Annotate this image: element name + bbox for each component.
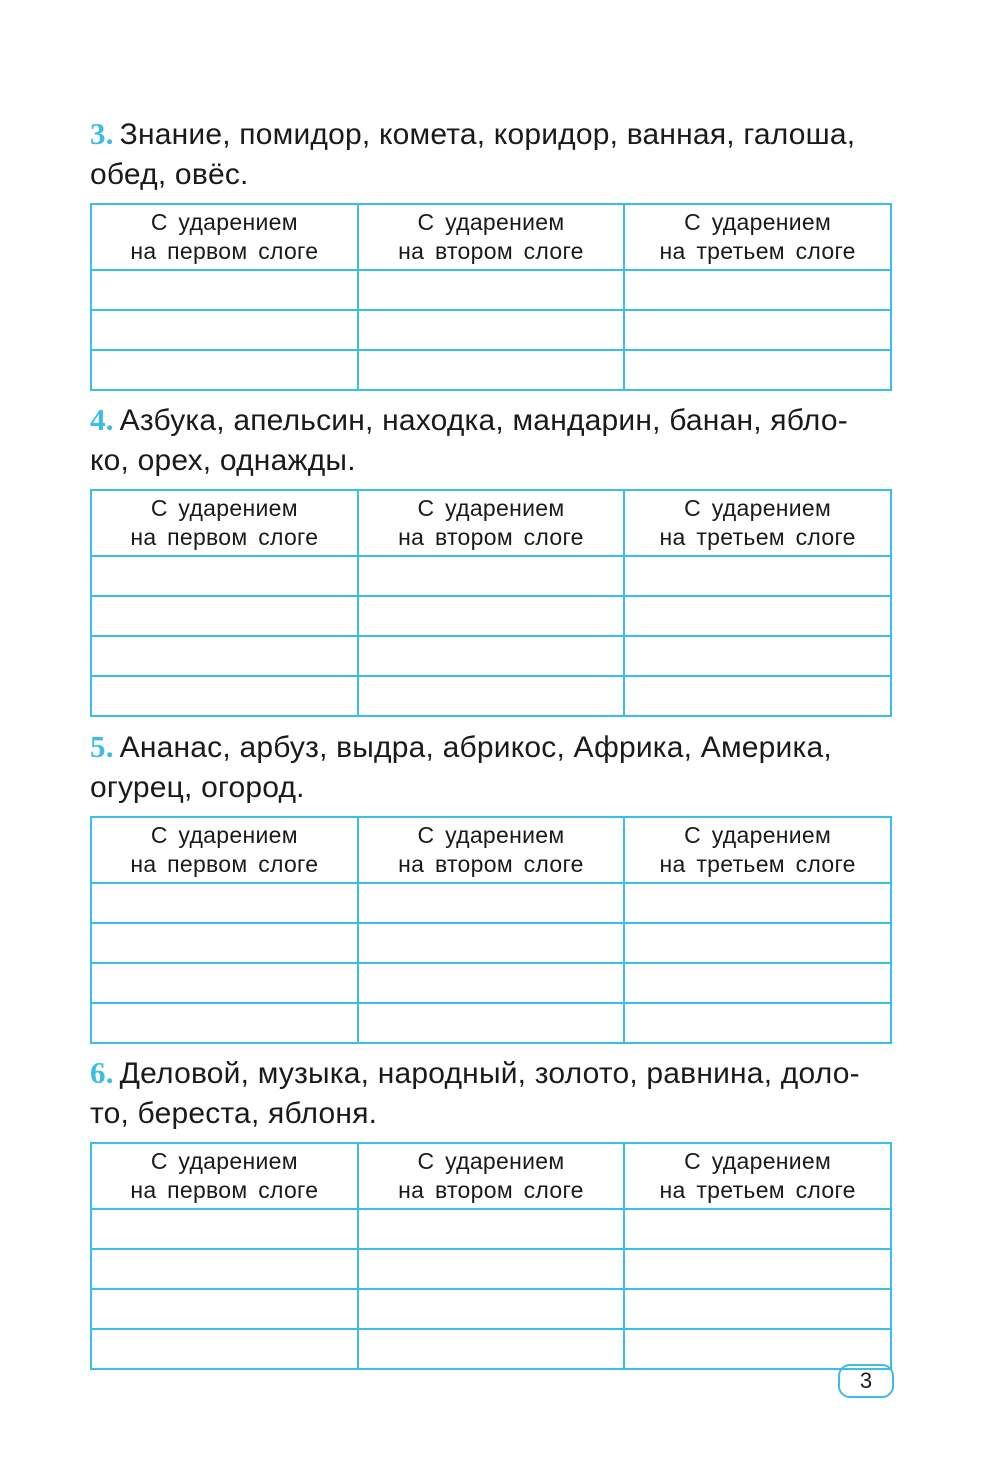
stress-table — [90, 489, 892, 717]
answer-cell[interactable] — [624, 1329, 891, 1369]
answer-cell[interactable] — [91, 1289, 358, 1329]
table-header-row — [91, 490, 891, 556]
answer-cell[interactable] — [358, 883, 625, 923]
answer-cell[interactable] — [358, 1003, 625, 1043]
header-line2: на втором слоге — [398, 238, 584, 264]
header-line1: С ударением — [684, 1148, 832, 1174]
exercise-5 — [90, 727, 892, 1044]
exercise-4 — [90, 400, 892, 717]
table-row — [91, 1003, 891, 1043]
answer-cell[interactable] — [358, 636, 625, 676]
header-line2: на втором слоге — [398, 524, 584, 550]
table-row — [91, 963, 891, 1003]
table-row — [91, 636, 891, 676]
exercise-text — [90, 727, 892, 808]
header-line1: С ударением — [417, 495, 565, 521]
answer-cell[interactable] — [91, 636, 358, 676]
answer-cell[interactable] — [624, 270, 891, 310]
exercise-text — [90, 114, 892, 195]
answer-cell[interactable] — [91, 1249, 358, 1289]
exercise-text-line2: огурец, огород. — [90, 771, 305, 804]
answer-cell[interactable] — [91, 596, 358, 636]
exercise-number: 4. — [90, 402, 114, 437]
answer-cell[interactable] — [624, 883, 891, 923]
exercise-number: 6. — [90, 1055, 114, 1090]
header-second-syllable — [358, 817, 625, 883]
header-line2: на первом слоге — [130, 851, 319, 877]
table-row — [91, 1289, 891, 1329]
answer-cell[interactable] — [624, 556, 891, 596]
header-line2: на втором слоге — [398, 1177, 584, 1203]
header-line2: на третьем слоге — [659, 524, 856, 550]
answer-cell[interactable] — [358, 1249, 625, 1289]
table-header-row — [91, 817, 891, 883]
table-row — [91, 270, 891, 310]
stress-table — [90, 1142, 892, 1370]
answer-cell[interactable] — [624, 350, 891, 390]
header-third-syllable — [624, 817, 891, 883]
exercise-number: 3. — [90, 116, 114, 151]
stress-table — [90, 203, 892, 391]
exercise-text-line2: обед, овёс. — [90, 158, 249, 191]
answer-cell[interactable] — [358, 556, 625, 596]
answer-cell[interactable] — [91, 556, 358, 596]
exercise-text-line1: Азбука, апельсин, находка, мандарин, банан, ябло- — [119, 404, 848, 437]
header-line1: С ударением — [684, 209, 832, 235]
exercise-3 — [90, 114, 892, 391]
exercise-text — [90, 1053, 892, 1134]
header-line1: С ударением — [150, 1148, 298, 1174]
exercise-6 — [90, 1053, 892, 1370]
table-header-row — [91, 1143, 891, 1209]
header-line1: С ударением — [684, 822, 832, 848]
header-line1: С ударением — [684, 495, 832, 521]
table-row — [91, 596, 891, 636]
answer-cell[interactable] — [91, 963, 358, 1003]
header-line1: С ударением — [150, 495, 298, 521]
header-first-syllable — [91, 490, 358, 556]
answer-cell[interactable] — [624, 310, 891, 350]
answer-cell[interactable] — [358, 310, 625, 350]
answer-cell[interactable] — [91, 676, 358, 716]
answer-cell[interactable] — [91, 883, 358, 923]
answer-cell[interactable] — [91, 350, 358, 390]
header-line2: на третьем слоге — [659, 1177, 856, 1203]
exercise-number: 5. — [90, 729, 114, 764]
answer-cell[interactable] — [358, 923, 625, 963]
exercise-text-line1: Деловой, музыка, народный, золото, равнина, доло- — [119, 1057, 860, 1090]
table-row — [91, 676, 891, 716]
header-line2: на втором слоге — [398, 851, 584, 877]
answer-cell[interactable] — [624, 1289, 891, 1329]
page-number: 3 — [838, 1364, 894, 1398]
header-line1: С ударением — [150, 822, 298, 848]
answer-cell[interactable] — [624, 1003, 891, 1043]
table-row — [91, 1329, 891, 1369]
answer-cell[interactable] — [624, 963, 891, 1003]
answer-cell[interactable] — [358, 1329, 625, 1369]
header-line2: на третьем слоге — [659, 238, 856, 264]
answer-cell[interactable] — [91, 1003, 358, 1043]
stress-table — [90, 816, 892, 1044]
header-first-syllable — [91, 817, 358, 883]
answer-cell[interactable] — [358, 1209, 625, 1249]
answer-cell[interactable] — [624, 596, 891, 636]
header-second-syllable — [358, 490, 625, 556]
exercise-text-line2: ко, орех, однажды. — [90, 444, 356, 477]
table-row — [91, 556, 891, 596]
header-line2: на первом слоге — [130, 524, 319, 550]
header-line1: С ударением — [417, 822, 565, 848]
header-line2: на первом слоге — [130, 238, 319, 264]
header-second-syllable — [358, 1143, 625, 1209]
header-third-syllable — [624, 204, 891, 270]
header-first-syllable — [91, 1143, 358, 1209]
table-row — [91, 350, 891, 390]
exercise-text — [90, 400, 892, 481]
table-row — [91, 1209, 891, 1249]
table-row — [91, 883, 891, 923]
answer-cell[interactable] — [624, 676, 891, 716]
answer-cell[interactable] — [358, 270, 625, 310]
header-second-syllable — [358, 204, 625, 270]
table-header-row — [91, 204, 891, 270]
exercise-text-line1: Ананас, арбуз, выдра, абрикос, Африка, Америка, — [119, 731, 832, 764]
answer-cell[interactable] — [91, 1209, 358, 1249]
header-third-syllable — [624, 490, 891, 556]
header-line1: С ударением — [150, 209, 298, 235]
answer-cell[interactable] — [358, 596, 625, 636]
answer-cell[interactable] — [91, 1329, 358, 1369]
header-first-syllable — [91, 204, 358, 270]
header-line2: на первом слоге — [130, 1177, 319, 1203]
exercise-text-line1: Знание, помидор, комета, коридор, ванная, галоша, — [119, 118, 856, 151]
table-row — [91, 310, 891, 350]
table-row — [91, 923, 891, 963]
answer-cell[interactable] — [358, 1289, 625, 1329]
header-line2: на третьем слоге — [659, 851, 856, 877]
answer-cell[interactable] — [624, 1249, 891, 1289]
answer-cell[interactable] — [91, 270, 358, 310]
header-third-syllable — [624, 1143, 891, 1209]
answer-cell[interactable] — [624, 636, 891, 676]
answer-cell[interactable] — [624, 1209, 891, 1249]
exercise-text-line2: то, береста, яблоня. — [90, 1097, 378, 1130]
answer-cell[interactable] — [624, 923, 891, 963]
answer-cell[interactable] — [358, 676, 625, 716]
header-line1: С ударением — [417, 1148, 565, 1174]
header-line1: С ударением — [417, 209, 565, 235]
answer-cell[interactable] — [358, 963, 625, 1003]
answer-cell[interactable] — [358, 350, 625, 390]
answer-cell[interactable] — [91, 310, 358, 350]
answer-cell[interactable] — [91, 923, 358, 963]
table-row — [91, 1249, 891, 1289]
